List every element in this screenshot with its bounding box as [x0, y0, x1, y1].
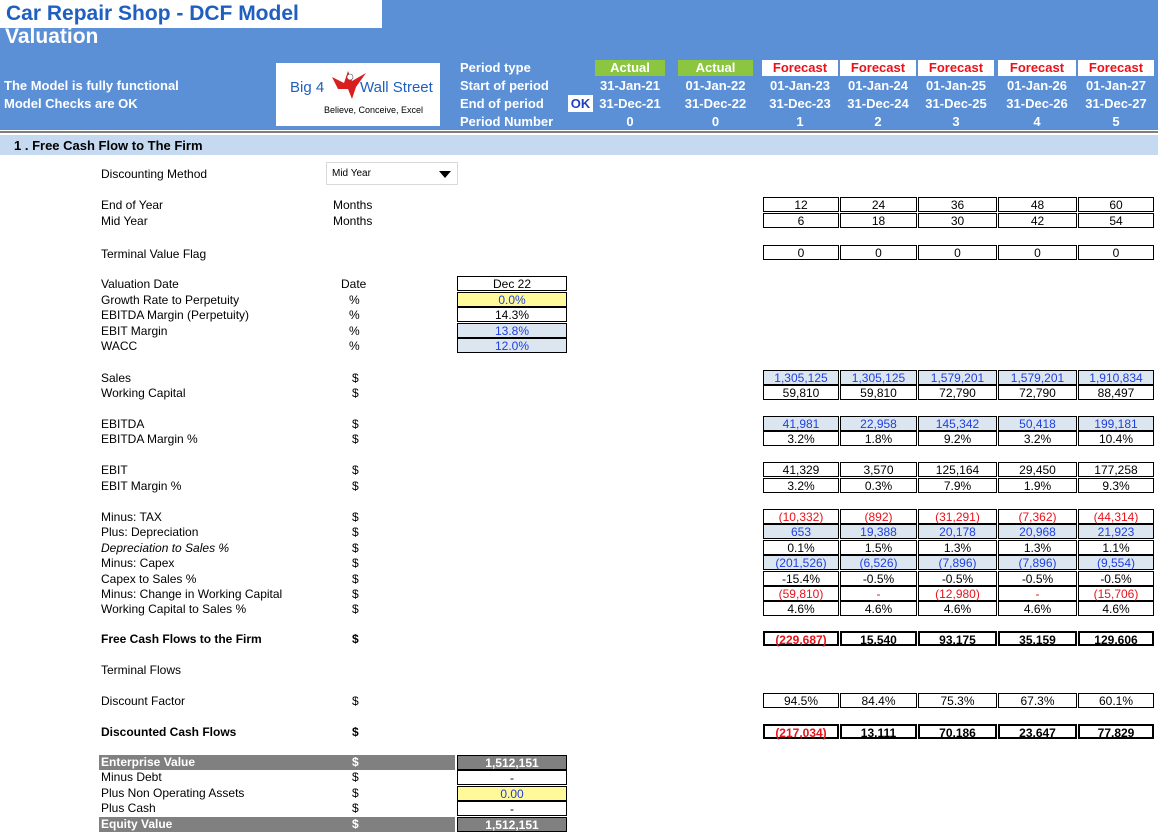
row-dcf-label: Discounted Cash Flows	[101, 725, 237, 739]
bridge-value-2[interactable]: 0.00	[457, 786, 567, 801]
row-fcff-cell-0: (229,687)	[763, 631, 839, 646]
row-capex-cell-2: (7,896)	[918, 555, 997, 570]
row-dwc-cell-1: -	[840, 586, 917, 601]
row-terminal-label: Terminal Flows	[101, 663, 182, 677]
row-dep_s-cell-4: 1.1%	[1078, 540, 1154, 555]
period-end-3: 31-Dec-24	[847, 96, 909, 111]
period-end-4: 31-Dec-25	[925, 96, 987, 111]
row-fcff-label: Free Cash Flows to the Firm	[101, 632, 262, 646]
period-end-6: 31-Dec-27	[1085, 96, 1147, 111]
mid-year-cell-3: 42	[998, 213, 1077, 228]
end-of-year-cell-0: 12	[763, 197, 839, 212]
row-df-cell-2: 75.3%	[918, 693, 997, 708]
assumption-label-1: Growth Rate to Perpetuity	[101, 293, 240, 307]
mid-year-label: Mid Year	[101, 214, 148, 228]
row-ebitda_m-unit: $	[352, 432, 359, 446]
row-ebitda_m-cell-3: 3.2%	[998, 431, 1077, 446]
row-wc-cell-2: 72,790	[918, 385, 997, 400]
assumption-unit-4: %	[349, 339, 360, 353]
logo-brand: Big 4	[290, 79, 325, 96]
bridge-value-4: 1,512,151	[457, 817, 567, 832]
row-dwc-cell-0: (59,810)	[763, 586, 839, 601]
row-capex_s-label: Capex to Sales %	[101, 572, 197, 586]
period-end-2: 31-Dec-23	[769, 96, 831, 111]
discounting-method-dropdown[interactable]	[326, 162, 458, 185]
end-of-year-cell-3: 48	[998, 197, 1077, 212]
period-start-5: 01-Jan-26	[1007, 78, 1067, 93]
row-sales-cell-0: 1,305,125	[763, 370, 839, 385]
period-end-0: 31-Dec-21	[599, 96, 661, 111]
row-wc_s-cell-3: 4.6%	[998, 601, 1077, 616]
row-ebitda-cell-4: 199,181	[1078, 416, 1154, 431]
dropdown-value: Mid Year	[332, 168, 371, 179]
row-dep_s-unit: $	[352, 541, 359, 555]
row-sales-cell-1: 1,305,125	[840, 370, 917, 385]
row-ebit-cell-1: 3,570	[840, 462, 917, 477]
row-dwc-cell-2: (12,980)	[918, 586, 997, 601]
row-wc-cell-0: 59,810	[763, 385, 839, 400]
row-dcf-cell-0: (217,034)	[763, 724, 839, 739]
row-ebitda-unit: $	[352, 417, 359, 431]
row-dep-cell-3: 20,968	[998, 524, 1077, 539]
bridge-unit-3: $	[352, 801, 359, 815]
row-ebit-cell-4: 177,258	[1078, 462, 1154, 477]
row-ebit-cell-2: 125,164	[918, 462, 997, 477]
bridge-label-0: Enterprise Value	[101, 755, 196, 769]
status-functional: The Model is fully functional	[4, 78, 179, 93]
row-df-cell-4: 60.1%	[1078, 693, 1154, 708]
row-dep_s-cell-3: 1.3%	[998, 540, 1077, 555]
row-sales-unit: $	[352, 371, 359, 385]
row-fcff-unit: $	[352, 632, 359, 646]
row-capex-cell-0: (201,526)	[763, 555, 839, 570]
row-sales-cell-4: 1,910,834	[1078, 370, 1154, 385]
row-ebitda_m-label: EBITDA Margin %	[101, 432, 198, 446]
bridge-unit-1: $	[352, 770, 359, 784]
period-start-3: 01-Jan-24	[848, 78, 908, 93]
row-capex_s-cell-0: -15.4%	[763, 571, 839, 586]
status-checks: Model Checks are OK	[4, 96, 138, 111]
bridge-unit-2: $	[352, 786, 359, 800]
row-ebitda_m-cell-4: 10.4%	[1078, 431, 1154, 446]
row-sales-label: Sales	[101, 371, 132, 385]
label-period-number: Period Number	[460, 114, 554, 129]
logo-tagline: Believe, Conceive, Excel	[324, 105, 424, 115]
row-dcf-cell-4: 77,829	[1078, 724, 1154, 739]
row-dep-unit: $	[352, 525, 359, 539]
assumption-unit-2: %	[349, 308, 360, 322]
row-ebit_m-unit: $	[352, 479, 359, 493]
bridge-unit-4: $	[352, 817, 359, 831]
row-wc_s-cell-0: 4.6%	[763, 601, 839, 616]
section-title: 1 . Free Cash Flow to The Firm	[14, 138, 203, 153]
end-of-year-cell-2: 36	[918, 197, 997, 212]
period-type-0: Actual	[595, 60, 665, 76]
mid-year-unit: Months	[333, 214, 373, 228]
assumption-label-4: WACC	[101, 339, 138, 353]
period-number-3: 2	[874, 114, 882, 129]
period-number-4: 3	[952, 114, 960, 129]
row-sales-cell-3: 1,579,201	[998, 370, 1077, 385]
assumption-label-2: EBITDA Margin (Perpetuity)	[101, 308, 250, 322]
period-number-6: 5	[1112, 114, 1120, 129]
row-fcff-cell-2: 93,175	[918, 631, 997, 646]
row-fcff-cell-1: 15,540	[840, 631, 917, 646]
assumption-unit-1: %	[349, 293, 360, 307]
chevron-down-icon[interactable]	[439, 171, 451, 178]
row-wc_s-label: Working Capital to Sales %	[101, 602, 247, 616]
row-dep_s-cell-2: 1.3%	[918, 540, 997, 555]
row-dep_s-label: Depreciation to Sales %	[101, 541, 230, 555]
row-wc_s-cell-2: 4.6%	[918, 601, 997, 616]
period-type-4: Forecast	[918, 60, 994, 76]
assumption-unit-3: %	[349, 324, 360, 338]
row-ebit_m-label: EBIT Margin %	[101, 479, 182, 493]
row-ebit_m-cell-3: 1.9%	[998, 478, 1077, 493]
bridge-value-0: 1,512,151	[457, 755, 567, 770]
period-type-2: Forecast	[762, 60, 838, 76]
terminal-flag-cell-1: 0	[840, 245, 917, 260]
row-fcff-cell-4: 129,606	[1078, 631, 1154, 646]
row-wc-unit: $	[352, 386, 359, 400]
end-of-year-label: End of Year	[101, 198, 164, 212]
end-of-year-cell-1: 24	[840, 197, 917, 212]
period-start-1: 01-Jan-22	[685, 78, 746, 93]
row-ebit_m-cell-1: 0.3%	[840, 478, 917, 493]
row-tax-cell-0: (10,332)	[763, 509, 839, 524]
row-dcf-cell-3: 23,647	[998, 724, 1077, 739]
row-ebitda-cell-3: 50,418	[998, 416, 1077, 431]
assumption-value-3: 13.8%	[457, 323, 567, 338]
row-wc_s-unit: $	[352, 602, 359, 616]
row-tax-cell-4: (44,314)	[1078, 509, 1154, 524]
terminal-flag-cell-2: 0	[918, 245, 997, 260]
row-df-unit: $	[352, 694, 359, 708]
period-number-5: 4	[1033, 114, 1041, 129]
row-ebitda-label: EBITDA	[101, 417, 145, 431]
row-ebitda-cell-2: 145,342	[918, 416, 997, 431]
row-ebit_m-cell-0: 3.2%	[763, 478, 839, 493]
row-ebit-cell-3: 29,450	[998, 462, 1077, 477]
row-dep_s-cell-0: 0.1%	[763, 540, 839, 555]
row-capex_s-cell-4: -0.5%	[1078, 571, 1154, 586]
row-dep-cell-4: 21,923	[1078, 524, 1154, 539]
row-wc_s-cell-1: 4.6%	[840, 601, 917, 616]
row-ebitda_m-cell-0: 3.2%	[763, 431, 839, 446]
end-of-year-unit: Months	[333, 198, 373, 212]
period-start-6: 01-Jan-27	[1086, 78, 1146, 93]
row-dep-cell-1: 19,388	[840, 524, 917, 539]
discounting-method-label: Discounting Method	[101, 167, 208, 181]
page-subtitle: Valuation	[5, 25, 99, 48]
row-dep-cell-2: 20,178	[918, 524, 997, 539]
mid-year-cell-2: 30	[918, 213, 997, 228]
row-fcff-cell-3: 35,159	[998, 631, 1077, 646]
row-ebitda_m-cell-2: 9.2%	[918, 431, 997, 446]
row-dwc-cell-4: (15,706)	[1078, 586, 1154, 601]
row-wc-cell-3: 72,790	[998, 385, 1077, 400]
row-dep-cell-0: 653	[763, 524, 839, 539]
bridge-unit-0: $	[352, 755, 359, 769]
label-start-period: Start of period	[460, 78, 549, 93]
row-dcf-cell-1: 13,111	[840, 724, 917, 739]
row-tax-cell-1: (892)	[840, 509, 917, 524]
period-number-1: 0	[711, 114, 720, 129]
row-tax-cell-3: (7,362)	[998, 509, 1077, 524]
row-capex-label: Minus: Capex	[101, 556, 175, 570]
period-start-4: 01-Jan-25	[926, 78, 986, 93]
assumption-value-0: Dec 22	[457, 276, 567, 291]
row-tax-cell-2: (31,291)	[918, 509, 997, 524]
bridge-value-1: -	[457, 770, 567, 785]
period-end-1: 31-Dec-22	[684, 96, 747, 111]
period-type-1: Actual	[678, 60, 753, 76]
row-ebitda_m-cell-1: 1.8%	[840, 431, 917, 446]
page-title: Car Repair Shop - DCF Model	[6, 2, 299, 25]
row-ebit_m-cell-4: 9.3%	[1078, 478, 1154, 493]
period-type-6: Forecast	[1078, 60, 1154, 76]
row-ebit-cell-0: 41,329	[763, 462, 839, 477]
row-wc_s-cell-4: 4.6%	[1078, 601, 1154, 616]
row-df-cell-3: 67.3%	[998, 693, 1077, 708]
row-ebit-label: EBIT	[101, 463, 128, 477]
row-capex_s-cell-2: -0.5%	[918, 571, 997, 586]
row-dwc-unit: $	[352, 587, 359, 601]
row-capex-cell-3: (7,896)	[998, 555, 1077, 570]
row-df-cell-0: 94.5%	[763, 693, 839, 708]
row-dwc-cell-3: -	[998, 586, 1077, 601]
row-df-label: Discount Factor	[101, 694, 186, 708]
section-divider	[0, 131, 1158, 133]
assumption-value-2: 14.3%	[457, 307, 567, 322]
row-capex_s-cell-3: -0.5%	[998, 571, 1077, 586]
row-ebit_m-cell-2: 7.9%	[918, 478, 997, 493]
row-dep-label: Plus: Depreciation	[101, 525, 199, 539]
row-wc-label: Working Capital	[101, 386, 186, 400]
row-capex-cell-1: (6,526)	[840, 555, 917, 570]
row-wc-cell-1: 59,810	[840, 385, 917, 400]
mid-year-cell-0: 6	[763, 213, 839, 228]
row-dcf-cell-2: 70,186	[918, 724, 997, 739]
period-number-2: 1	[796, 114, 804, 129]
row-tax-label: Minus: TAX	[101, 510, 162, 524]
logo	[276, 63, 440, 126]
row-capex_s-unit: $	[352, 572, 359, 586]
assumption-unit-0: Date	[341, 277, 367, 291]
row-ebitda-cell-0: 41,981	[763, 416, 839, 431]
period-type-3: Forecast	[840, 60, 916, 76]
bridge-label-3: Plus Cash	[101, 801, 156, 815]
row-capex_s-cell-1: -0.5%	[840, 571, 917, 586]
period-type-5: Forecast	[998, 60, 1076, 76]
period-end-5: 31-Dec-26	[1006, 96, 1068, 111]
row-dwc-label: Minus: Change in Working Capital	[101, 587, 283, 601]
row-ebitda-cell-1: 22,958	[840, 416, 917, 431]
mid-year-cell-1: 18	[840, 213, 917, 228]
row-wc-cell-4: 88,497	[1078, 385, 1154, 400]
period-start-2: 01-Jan-23	[770, 78, 830, 93]
logo-brand-2: Wall Street	[360, 79, 433, 96]
end-of-year-cell-4: 60	[1078, 197, 1154, 212]
terminal-flag-cell-0: 0	[763, 245, 839, 260]
label-period-type: Period type	[460, 60, 531, 75]
assumption-value-4: 12.0%	[457, 338, 567, 353]
terminal-flag-label: Terminal Value Flag	[101, 247, 207, 261]
row-ebit-unit: $	[352, 463, 359, 477]
ok-badge: OK	[568, 95, 593, 112]
row-dep_s-cell-1: 1.5%	[840, 540, 917, 555]
bridge-label-2: Plus Non Operating Assets	[101, 786, 245, 800]
bridge-label-4: Equity Value	[101, 817, 173, 831]
mid-year-cell-4: 54	[1078, 213, 1154, 228]
period-start-0: 31-Jan-21	[600, 78, 660, 93]
assumption-value-1[interactable]: 0.0%	[457, 292, 567, 307]
label-end-period: End of period	[460, 96, 544, 111]
row-capex-unit: $	[352, 556, 359, 570]
row-tax-unit: $	[352, 510, 359, 524]
terminal-flag-cell-3: 0	[998, 245, 1077, 260]
terminal-flag-cell-4: 0	[1078, 245, 1154, 260]
row-sales-cell-2: 1,579,201	[918, 370, 997, 385]
row-capex-cell-4: (9,554)	[1078, 555, 1154, 570]
bridge-label-1: Minus Debt	[101, 770, 162, 784]
assumption-label-0: Valuation Date	[101, 277, 179, 291]
bridge-value-3: -	[457, 801, 567, 816]
period-number-0: 0	[626, 114, 634, 129]
row-df-cell-1: 84.4%	[840, 693, 917, 708]
row-dcf-unit: $	[352, 725, 359, 739]
assumption-label-3: EBIT Margin	[101, 324, 168, 338]
